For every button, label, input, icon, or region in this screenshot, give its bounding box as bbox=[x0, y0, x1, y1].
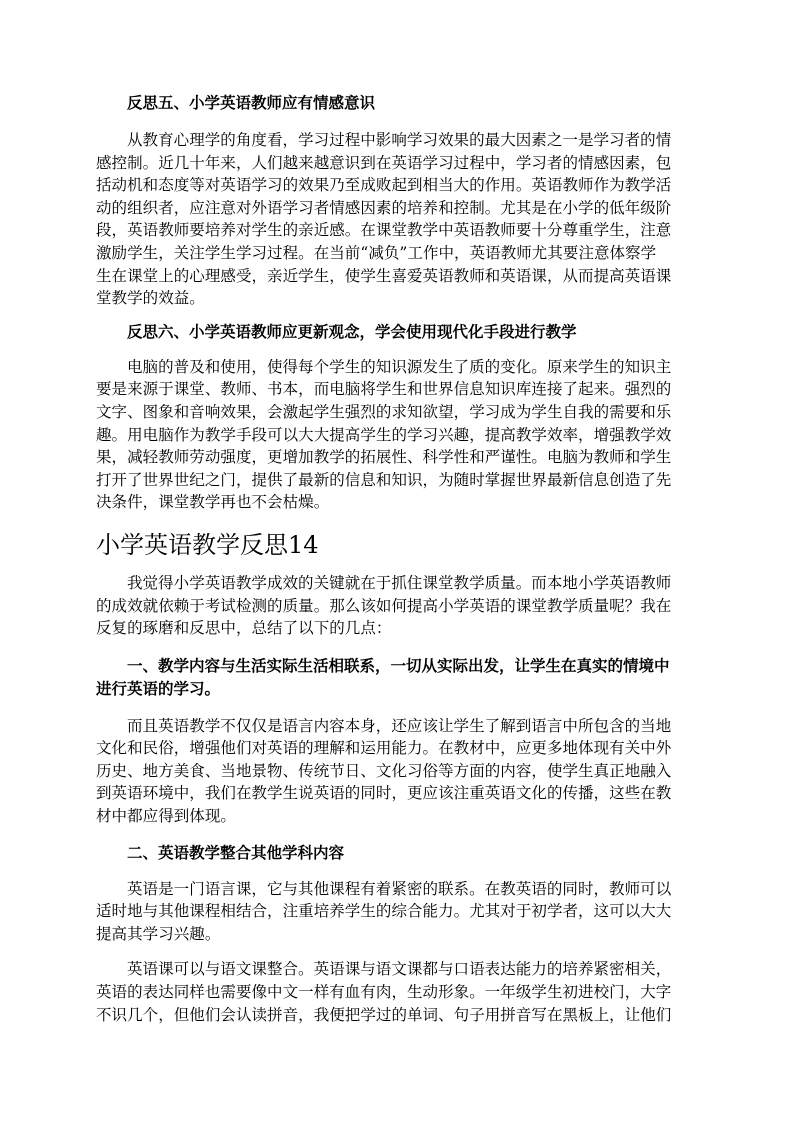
paragraph-line: 趣。用电脑作为教学手段可以大大提高学生的学习兴趣，提高教学效率，增强教学效 bbox=[96, 425, 672, 444]
paragraph-line: 英语是一门语言课，它与其他课程有着紧密的联系。在教英语的同时，教师可以 bbox=[127, 879, 672, 898]
point-one-heading bbox=[96, 655, 698, 701]
paragraph-line: 到英语环境中，我们在教学生说英语的同时，更应该注重英语文化的传播，这些在教 bbox=[96, 784, 672, 803]
heading-line: 一、教学内容与生活实际生活相联系，一切从实际出发，让学生在真实的情境中 bbox=[127, 656, 670, 675]
paragraph-line: 不识几个，但他们会认读拼音，我便把学过的单词、句子用拼音写在黑板上，让他们 bbox=[96, 1005, 672, 1024]
paragraph-line: 括动机和态度等对英语学习的效果乃至成败起到相当大的作用。英语教师作为教学活 bbox=[96, 176, 672, 195]
paragraph-line: 我觉得小学英语教学成效的关键就在于抓住课堂教学质量。而本地小学英语教师 bbox=[127, 573, 672, 592]
intro-paragraph bbox=[96, 572, 698, 640]
point-two-heading: 二、英语教学整合其他学科内容 bbox=[127, 843, 345, 862]
paragraph-line: 动的组织者，应注意对外语学习者情感因素的培养和控制。尤其是在小学的低年级阶 bbox=[96, 198, 672, 217]
paragraph-line: 文字、图象和音响效果，会激起学生强烈的求知欲望，学习成为学生自我的需要和乐 bbox=[96, 402, 672, 421]
document-page bbox=[96, 88, 698, 1026]
paragraph-line: 的成效就依赖于考试检测的质量。那么该如何提高小学英语的课堂教学质量呢？我在 bbox=[96, 596, 672, 615]
paragraph-line: 生在课堂上的心理感受，亲近学生，使学生喜爱英语教师和英语课，从而提高英语课 bbox=[96, 266, 672, 285]
paragraph-line: 历史、地方美食、当地景物、传统节日、文化习俗等方面的内容，使学生真正地融入 bbox=[96, 761, 672, 780]
paragraph-line: 激励学生，关注学生学习过程。在当前“减负”工作中，英语教师尤其要注意体察学 bbox=[96, 243, 657, 262]
point-two-integration-paragraph bbox=[96, 958, 698, 1026]
paragraph-line: 从教育心理学的角度看，学习过程中影响学习效果的最大因素之一是学习者的情 bbox=[127, 131, 672, 149]
section-five-paragraph bbox=[96, 129, 698, 310]
paragraph-line: 段，英语教师要培养对学生的亲近感。在课堂教学中英语教师要十分尊重学生，注意 bbox=[96, 221, 672, 240]
paragraph-line: 果，减轻教师劳动强度，更增加教学的拓展性、科学性和严谨性。电脑为教师和学生 bbox=[96, 448, 672, 467]
paragraph-line: 电脑的普及和使用，使得每个学生的知识源发生了质的变化。原来学生的知识主 bbox=[127, 357, 672, 376]
paragraph-line: 决条件，课堂教学再也不会枯燥。 bbox=[96, 493, 330, 512]
heading-line: 进行英语的学习。 bbox=[96, 679, 221, 698]
paragraph-line: 要是来源于课堂、教师、书本，而电脑将学生和世界信息知识库连接了起来。强烈的 bbox=[96, 380, 672, 399]
section-five-heading: 反思五、小学英语教师应有情感意识 bbox=[127, 94, 376, 112]
section-six-heading: 反思六、小学英语教师应更新观念，学会使用现代化手段进行教学 bbox=[127, 322, 577, 341]
paragraph-line: 文化和民俗，增强他们对英语的理解和运用能力。在教材中，应更多地体现有关中外 bbox=[96, 739, 672, 758]
section-six-paragraph bbox=[96, 356, 698, 514]
paragraph-line: 英语课可以与语文课整合。英语课与语文课都与口语表达能力的培养紧密相关， bbox=[127, 960, 672, 979]
point-two-paragraph bbox=[96, 878, 698, 946]
paragraph-line: 反复的琢磨和反思中，总结了以下的几点： bbox=[96, 619, 392, 638]
paragraph-line: 感控制。近几十年来，人们越来越意识到在英语学习过程中，学习者的情感因素，包 bbox=[96, 153, 672, 172]
article-title: 小学英语教学反思14 bbox=[96, 530, 319, 559]
paragraph-line: 材中都应得到体现。 bbox=[96, 807, 236, 826]
paragraph-line: 打开了世界世纪之门，提供了最新的信息和知识，为随时掌握世界最新信息创造了先 bbox=[96, 470, 672, 489]
paragraph-line: 堂教学的效益。 bbox=[96, 289, 205, 308]
point-one-paragraph bbox=[96, 715, 698, 828]
paragraph-line: 提高其学习兴趣。 bbox=[96, 924, 221, 943]
paragraph-line: 适时地与其他课程相结合，注重培养学生的综合能力。尤其对于初学者，这可以大大 bbox=[96, 902, 672, 921]
paragraph-line: 而且英语教学不仅仅是语言内容本身，还应该让学生了解到语言中所包含的当地 bbox=[127, 716, 672, 735]
paragraph-line: 英语的表达同样也需要像中文一样有血有肉，生动形象。一年级学生初进校门，大字 bbox=[96, 983, 672, 1002]
